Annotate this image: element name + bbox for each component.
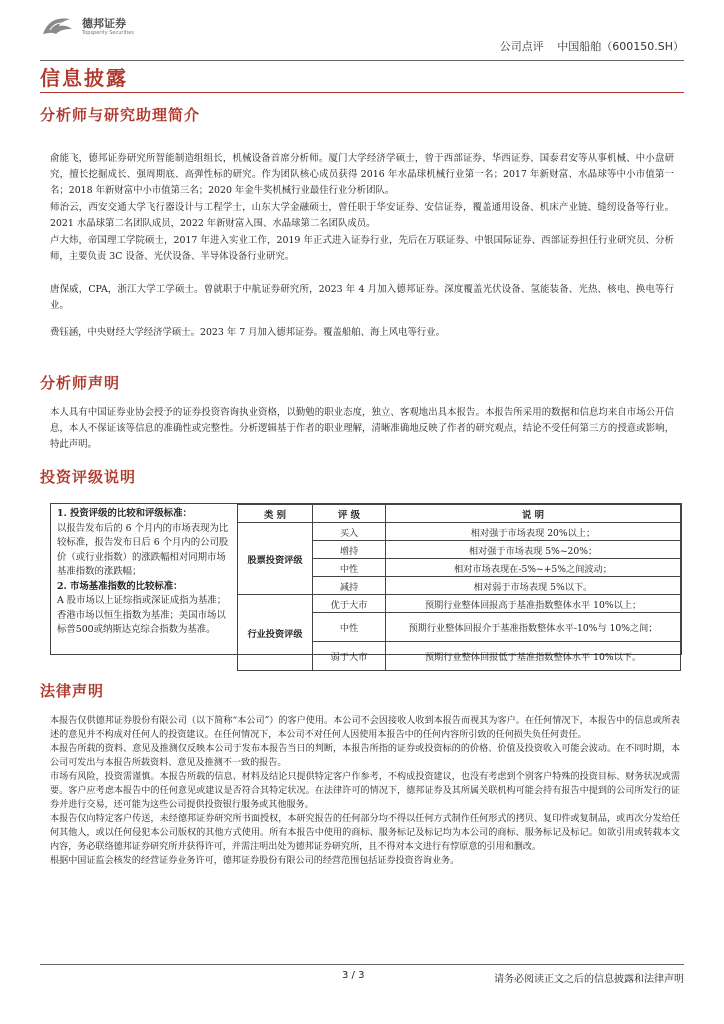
footer-disclaimer: 请务必阅读正文之后的信息披露和法律声明	[494, 974, 684, 985]
rating-desc: 预期行业整体回报高于基准指数整体水平 10%以上；	[386, 595, 681, 613]
rating-desc: 相对强于市场表现 5%~20%；	[386, 541, 681, 559]
rating-desc: 相对市场表现在-5%~+5%之间波动；	[386, 559, 681, 577]
rating-desc: 预期行业整体回报低于基准指数整体水平 10%以下。	[386, 642, 681, 671]
legal-paragraph: 市场有风险，投资需谨慎。本报告所载的信息、材料及结论只提供特定客户作参考，不构成投资建议，也没有考虑到个别客户特殊的投资目标、财务状况或需要。客户应考虑本报告中的任何意见或建议是否符合其特定状况。在法律许可的情况下，德邦证券及其所属关联机构可能会持有报告中提到的公司所发行的证券并进行交易，还可能为这些公司提供投资银行服务或其他服务。	[50, 772, 680, 810]
column-header: 类 别	[238, 505, 313, 523]
analyst-bio: 卢大炜，帝国理工学院硕士，2017 年进入实业工作，2019 年正式进入证券行业，先后在万联证券、中银国际证券、西部证券担任行业研究员、分析师，主要负责 3C 设备、光伏设备、半导体设备行业研究。	[50, 235, 674, 262]
logo-name-en: Topsperity Securities	[82, 30, 134, 36]
rating-level: 增持	[313, 541, 386, 559]
header-divider	[40, 60, 684, 61]
dragon-logo-icon	[40, 14, 76, 40]
legal-paragraph: 本报告仅向特定客户传送，未经德邦证券研究所书面授权，本研究报告的任何部分均不得以任何方式制作任何形式的拷贝、复印件或复制品，或再次分发给任何其他人，或以任何侵犯本公司版权的其他方式使用。所有本报告中使用的商标、服务标记及标记均为本公司的商标、服务标记及标记。如欲引用或转载本文内容，务必联络德邦证券研究所并获得许可，并需注明出处为德邦证券研究所，且不得对本文进行有悖原意的引用和删改。	[50, 814, 680, 852]
page-title: 信息披露	[40, 66, 128, 90]
table-row	[238, 523, 681, 541]
analyst-statement: 本人具有中国证券业协会授予的证券投资咨询执业资格，以勤勉的职业态度，独立、客观地出具本报告。本报告所采用的数据和信息均来自市场公开信息，本人不保证该等信息的准确性或完整性。分析逻辑基于作者的职业理解，清晰准确地反映了作者的研究观点，结论不受任何第三方的授意或影响，特此声明。	[50, 407, 674, 450]
legal-section-title: 法律声明	[40, 682, 105, 700]
rating-desc: 相对强于市场表现 20%以上；	[386, 523, 681, 541]
rating-desc: 预期行业整体回报介于基准指数整体水平-10%与 10%之间；	[386, 613, 681, 642]
rating-level: 优于大市	[313, 595, 386, 613]
logo-name-cn: 德邦证券	[82, 17, 126, 30]
analyst-bio: 师治云，西安交通大学飞行器设计与工程学士，山东大学金融硕士，曾任职于华安证券、安信证券，覆盖通用设备、机床产业链、缝纫设备等行业。2021 水晶球第二名团队成员，2022 年新财富入围、水晶球第二名团队成员。	[50, 202, 674, 229]
stock-rating-category: 股票投资评级	[238, 523, 313, 595]
analyst-bio: 唐保威，CPA，浙江大学工学硕士。曾就职于中航证券研究所，2023 年 4 月加入德邦证券。深度覆盖光伏设备、氢能装备、光热、核电、换电等行业。	[50, 284, 674, 311]
rating-level: 减持	[313, 577, 386, 595]
analyst-bio: 费钰涵，中央财经大学经济学硕士。2023 年 7 月加入德邦证券。覆盖船舶、海上风电等行业。	[50, 327, 446, 338]
report-meta	[490, 38, 684, 54]
title-divider	[40, 92, 684, 93]
rating-level: 弱于大市	[313, 642, 386, 671]
footer-divider	[40, 964, 684, 965]
rating-level: 中性	[313, 613, 386, 642]
rating-section-title: 投资评级说明	[40, 468, 137, 486]
logo	[40, 14, 134, 40]
page-number: 3 / 3	[342, 970, 365, 981]
page-header	[40, 10, 684, 60]
statement-section-title: 分析师声明	[40, 374, 121, 392]
doc-type: 公司点评	[499, 40, 544, 53]
analysts-section-title: 分析师与研究助理简介	[40, 106, 201, 124]
table-row	[238, 595, 681, 613]
rating-level: 买入	[313, 523, 386, 541]
company-name: 中国船舶（600150.SH）	[557, 40, 684, 53]
criteria-heading: 1. 投资评级的比较和评级标准：	[57, 508, 192, 519]
benchmark-heading: 2. 市场基准指数的比较标准：	[57, 580, 183, 592]
rating-criteria	[51, 504, 237, 654]
rating-level: 中性	[313, 559, 386, 577]
benchmark-text: A 股市场以上证综指或深证成指为基准；香港市场以恒生指数为基准；美国市场以标普500或纳斯达克综合指数为基准。	[57, 595, 227, 635]
rating-table	[237, 504, 681, 671]
rating-desc: 相对弱于市场表现 5%以下。	[386, 577, 681, 595]
analyst-bio: 俞能飞，德邦证券研究所智能制造组组长，机械设备首席分析师。厦门大学经济学硕士，曾于西部证券、华西证券、国泰君安等从事机械、中小盘研究，擅长挖掘成长、强周期底、高弹性标的研究。作为团队核心成员获得 2016 年水晶球机械行业第一名；2017 年新财富、水晶球等中小市值第一名；2018 年新财富中小市值第三名；2020 年金牛奖机械行业最佳行业分析团队。	[50, 153, 674, 196]
industry-rating-category: 行业投资评级	[238, 595, 313, 671]
column-header: 评 级	[313, 505, 386, 523]
legal-text	[50, 714, 680, 868]
legal-paragraph: 本报告所载的资料、意见及推测仅反映本公司于发布本报告当日的判断，本报告所指的证券或投资标的的价格、价值及投资收入可能会波动。在不同时期，本公司可发出与本报告所载资料、意见及推测不一致的报告。	[50, 744, 680, 768]
legal-paragraph: 本报告仅供德邦证券股份有限公司（以下简称“本公司”）的客户使用。本公司不会因接收人收到本报告而视其为客户。在任何情况下，本报告中的信息或所表述的意见并不构成对任何人的投资建议。在任何情况下，本公司不对任何人因使用本报告中的任何内容所引致的任何损失负任何责任。	[50, 716, 680, 740]
rating-box	[50, 503, 682, 663]
legal-paragraph: 根据中国证监会核发的经营证券业务许可，德邦证券股份有限公司的经营范围包括证券投资咨询业务。	[50, 856, 460, 866]
table-header-row	[238, 505, 681, 523]
criteria-text: 以报告发布后的 6 个月内的市场表现为比较标准，报告发布日后 6 个月内的公司股价（或行业指数）的涨跌幅相对同期市场基准指数的涨跌幅；	[57, 522, 229, 577]
column-header: 说 明	[386, 505, 681, 523]
